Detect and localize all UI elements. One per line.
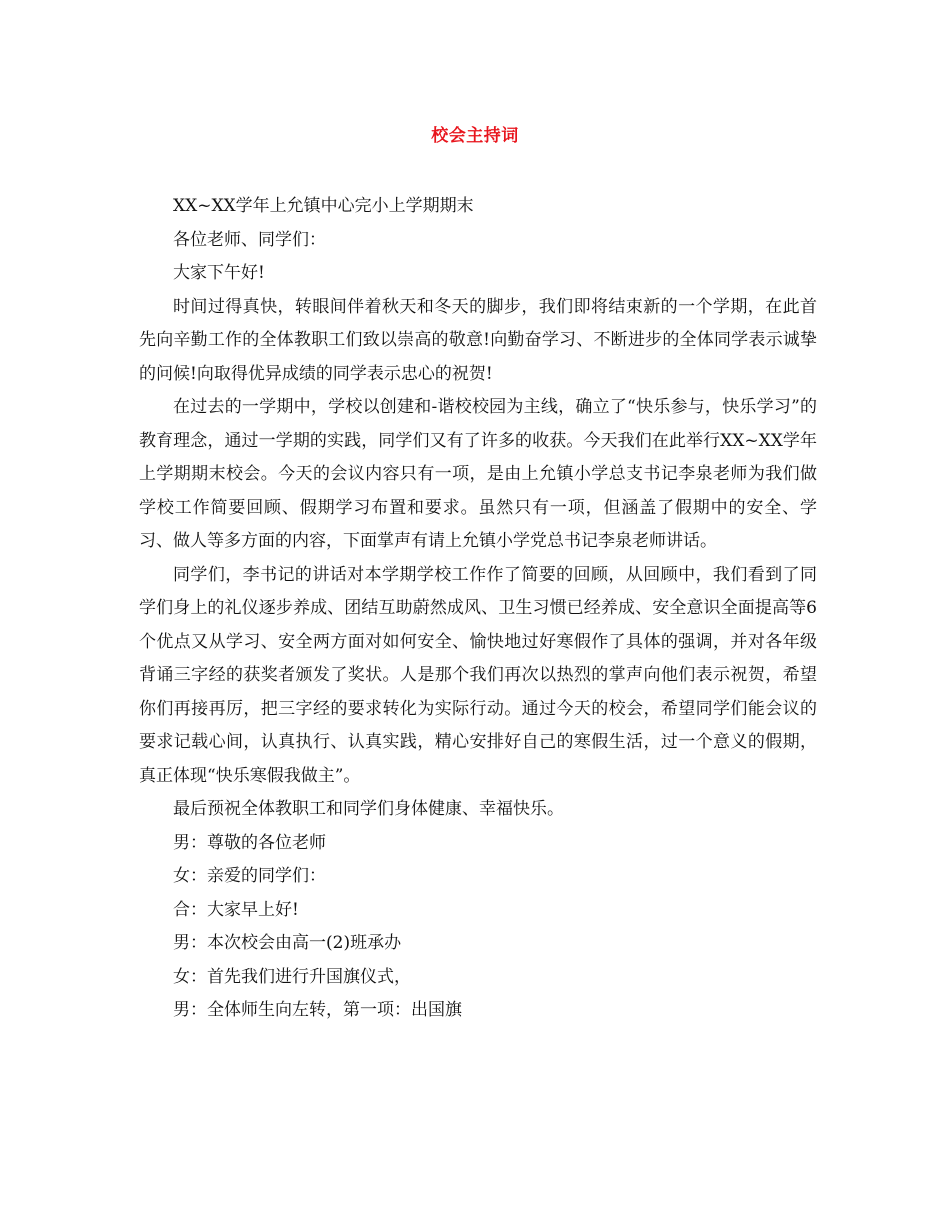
document-title: 校会主持词 (431, 126, 519, 146)
paragraph-good-afternoon: 大家下午好! (173, 263, 265, 283)
paragraph-closing-wishes: 最后预祝全体教职工和同学们身体健康、幸福快乐。 (173, 799, 564, 819)
dialogue-line: 合：大家早上好! (173, 899, 299, 920)
dialogue-line: 女：首先我们进行升国旗仪式， (173, 966, 411, 987)
dialogue-line: 男：全体师生向左转，第一项：出国旗 (173, 1000, 462, 1020)
paragraph-past-semester: 在过去的一学期中，学校以创建和-谐校校园为主线，确立了“快乐参与，快乐学习”的教育理念，通过一学期的实践，同学们又有了许多的收获。今天我们在此举行XX~XX学年上学期期末校会。今天的会议内容只有一项，是由上允镇小学总支书记李泉老师为我们做学校工作简要回顾、假期学习布置和要求。虽然只有一项，但涵盖了假期中的安全、学习、做人等多方面的内容，下面掌声有请上允镇小学党总书记李泉老师讲话。 (139, 397, 817, 551)
dialogue-line: 女：亲爱的同学们： (173, 866, 326, 886)
paragraph-school-term: XX~XX学年上允镇中心完小上学期期末 (173, 196, 474, 216)
paragraph-greeting-audience: 各位老师、同学们： (173, 229, 326, 250)
dialogue-line: 男：本次校会由高一(2)班承办 (173, 933, 402, 953)
paragraph-speech-summary: 同学们，李书记的讲话对本学期学校工作作了简要的回顾，从回顾中，我们看到了同学们身上的礼仪逐步养成、团结互助蔚然成风、卫生习惯已经养成、安全意识全面提高等6个优点又从学习、安全两方面对如何安全、愉快地过好寒假作了具体的强调，并对各年级背诵三字经的获奖者颁发了奖状。人是那个我们再次以热烈的掌声向他们表示祝贺，希望你们再接再厉，把三字经的要求转化为实际行动。通过今天的校会，希望同学们能会议的要求记载心间，认真执行、认真实践，精心安排好自己的寒假生活，过一个意义的假期，真正体现“快乐寒假我做主”。 (139, 564, 817, 786)
paragraph-opening: 时间过得真快，转眼间伴着秋天和冬天的脚步，我们即将结束新的一个学期，在此首先向辛勤工作的全体教职工们致以崇高的敬意!向勤奋学习、不断进步的全体同学表示诚挚的问候!向取得优异成绩的同学表示忠心的祝贺! (139, 296, 817, 384)
dialogue-line: 男：尊敬的各位老师 (173, 832, 326, 853)
document-body (139, 190, 817, 1028)
